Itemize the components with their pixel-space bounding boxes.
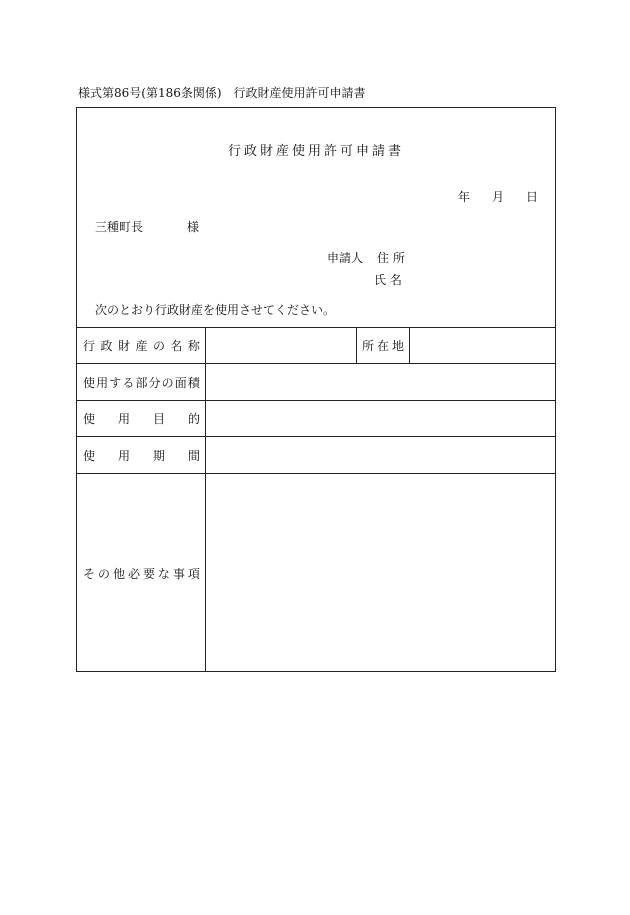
- label-char: 所: [362, 339, 375, 353]
- label-char: の: [152, 339, 165, 353]
- label-column-line: [205, 327, 206, 671]
- label-char: 他: [112, 566, 125, 581]
- label-char: 期: [152, 448, 165, 463]
- applicant-name-line: [374, 271, 402, 288]
- applicant-name-label: 氏 名: [374, 273, 402, 287]
- property-name-label: [77, 328, 205, 363]
- applicant-address-label: 住 所: [377, 251, 405, 265]
- label-char: 使: [83, 375, 96, 390]
- applicant-address-line: [327, 249, 405, 266]
- label-char: 財: [117, 339, 130, 353]
- label-char: そ: [83, 566, 96, 581]
- label-char: の: [97, 566, 110, 581]
- request-sentence: 次のとおり行政財産を使用させてください。: [95, 303, 336, 317]
- addressee-name: 三種町長: [95, 220, 144, 234]
- other-items-label: [77, 474, 205, 672]
- label-char: 項: [187, 566, 200, 581]
- addressee-honorific: 様: [187, 220, 200, 234]
- label-char: 目: [152, 412, 165, 426]
- addressee-line: [95, 218, 199, 235]
- label-char: 行: [83, 339, 96, 353]
- form-title: 行政財産使用許可申請書: [227, 144, 404, 159]
- label-char: 分: [148, 375, 161, 390]
- label-char: 必: [127, 566, 140, 581]
- label-char: 間: [187, 448, 200, 463]
- location-right-line: [409, 327, 410, 363]
- label-char: 用: [117, 448, 130, 463]
- label-char: 積: [187, 375, 200, 390]
- label-char: 部: [135, 375, 148, 390]
- label-char: 使: [83, 448, 96, 463]
- application-form: [76, 107, 556, 672]
- label-char: 産: [135, 339, 148, 353]
- label-char: る: [122, 375, 135, 390]
- label-char: 政: [100, 339, 113, 353]
- label-char: 地: [391, 339, 404, 353]
- label-char: 称: [187, 339, 200, 353]
- label-char: 使: [83, 412, 96, 426]
- purpose-label: [77, 401, 205, 436]
- label-char: 用: [117, 412, 130, 426]
- period-label: [77, 437, 205, 473]
- month-label: 月: [491, 190, 504, 204]
- form-number-header: 様式第86号(第186条関係) 行政財産使用許可申請書: [78, 86, 366, 100]
- label-char: 事: [172, 566, 185, 581]
- label-char: 要: [142, 566, 155, 581]
- day-label: 日: [525, 190, 538, 204]
- applicant-label: 申請人: [327, 251, 364, 265]
- area-label: [77, 364, 205, 400]
- label-char: の: [161, 375, 174, 390]
- label-char: な: [157, 566, 170, 581]
- label-char: 用: [96, 375, 109, 390]
- year-label: 年: [457, 190, 470, 204]
- label-char: 面: [174, 375, 187, 390]
- label-char: 在: [376, 339, 389, 353]
- label-char: す: [109, 375, 122, 390]
- label-char: 的: [187, 412, 200, 426]
- location-label: [356, 328, 409, 363]
- date-line: [458, 188, 538, 205]
- label-char: 名: [170, 339, 183, 353]
